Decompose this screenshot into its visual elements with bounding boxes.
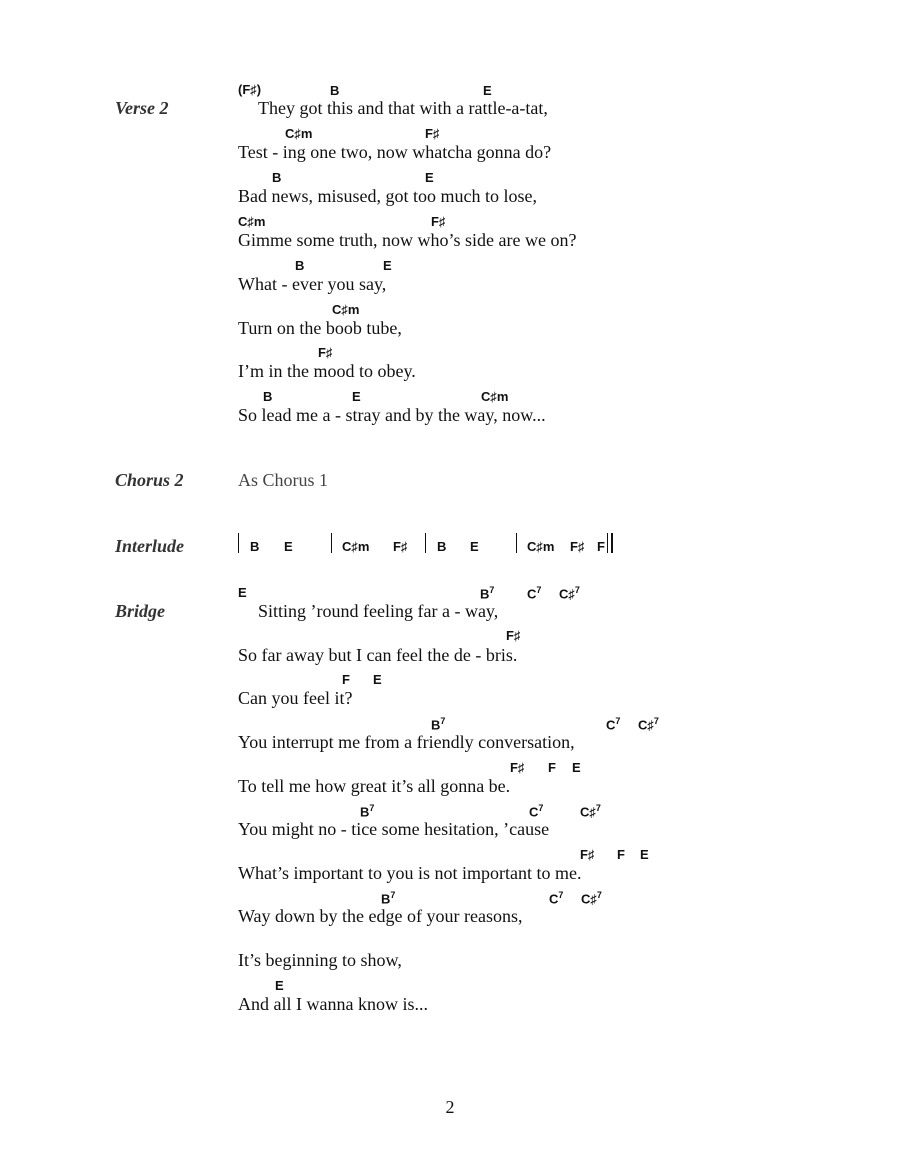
lyric-line: What’s important to you is not important to me. (238, 863, 582, 883)
chorus-reference: As Chorus 1 (238, 470, 329, 490)
chord: F (597, 539, 605, 554)
chord: $B^7$ (480, 585, 495, 602)
chord: E (383, 258, 392, 273)
chord: F♯ (510, 760, 525, 775)
bar-line (516, 533, 517, 553)
chord: F (342, 672, 350, 687)
lyric-line: Bad news, misused, got too much to lose, (238, 186, 537, 206)
section-label-interlude: Interlude (115, 536, 185, 556)
chord: C♯m (527, 539, 555, 554)
chord: E (483, 83, 492, 98)
bar-line (238, 533, 239, 553)
lyric-line: It’s beginning to show, (238, 950, 402, 970)
chord: C♯m (238, 214, 266, 229)
chord: C♯$^7$ (559, 585, 580, 602)
chord: E (640, 847, 649, 862)
lyric-line: Test - ing one two, now whatcha gonna do? (238, 142, 552, 162)
chord: C♯m (342, 539, 370, 554)
lyric-line: You might no - tice some hesitation, ’cause (238, 819, 550, 839)
chord: E (425, 170, 434, 185)
chord: B (263, 389, 273, 404)
chord: E (470, 539, 479, 554)
lyric-line: I’m in the mood to obey. (238, 361, 416, 381)
lyric-line: They got this and that with a rattle-a-tat, (258, 98, 548, 118)
chord: $C^7$ (527, 585, 542, 602)
lyric-line: What - ever you say, (238, 274, 387, 294)
chord: F♯ (425, 126, 440, 141)
final-bar-line (611, 533, 613, 553)
chord: E (352, 389, 361, 404)
chord: C♯m (332, 302, 360, 317)
lyric-line: You interrupt me from a friendly conversation, (238, 732, 575, 752)
chord: B (437, 539, 447, 554)
lyric-line: So far away but I can feel the de - bris. (238, 645, 518, 665)
chord: $C^7$ (529, 803, 544, 820)
lyric-line: Way down by the edge of your reasons, (238, 906, 523, 926)
lyric-line: So lead me a - stray and by the way, now... (238, 405, 546, 425)
chord: F♯ (431, 214, 446, 229)
chord: C♯$^7$ (580, 803, 601, 820)
bar-line (425, 533, 426, 553)
chord: E (275, 978, 284, 993)
chord: C♯$^7$ (638, 716, 659, 733)
chord: C♯m (285, 126, 313, 141)
chord: $C^7$ (549, 890, 564, 907)
chord: B (250, 539, 260, 554)
chord: E (572, 760, 581, 775)
chord: F♯ (506, 628, 521, 643)
final-bar-line (607, 533, 608, 553)
chord: C♯$^7$ (581, 890, 602, 907)
chord: F♯ (318, 345, 333, 360)
lyric-line: Turn on the boob tube, (238, 318, 402, 338)
section-label-verse-2: Verse 2 (115, 98, 169, 118)
chord: B (295, 258, 305, 273)
section-label-chorus-2: Chorus 2 (115, 470, 184, 490)
chord: (F♯) (238, 82, 262, 97)
chord: F♯ (393, 539, 408, 554)
chord: F♯ (580, 847, 595, 862)
bar-line (331, 533, 332, 553)
lyric-line: Can you feel it? (238, 688, 353, 708)
chord: $B^7$ (381, 890, 396, 907)
chord: $B^7$ (431, 716, 446, 733)
chord: $B^7$ (360, 803, 375, 820)
chord: F (617, 847, 625, 862)
chord: E (373, 672, 382, 687)
chord: $C^7$ (606, 716, 621, 733)
chord: E (284, 539, 293, 554)
chord: F♯ (570, 539, 585, 554)
chord: F (548, 760, 556, 775)
lyric-line: To tell me how great it’s all gonna be. (238, 776, 511, 796)
lyric-line: And all I wanna know is... (238, 994, 428, 1014)
lyric-line: Sitting ’round feeling far a - way, (258, 601, 499, 621)
page-number: 2 (445, 1097, 455, 1117)
chord: E (238, 585, 247, 600)
chord: C♯m (481, 389, 509, 404)
lyric-line: Gimme some truth, now who’s side are we on? (238, 230, 577, 250)
section-label-bridge: Bridge (115, 601, 166, 621)
chord: B (272, 170, 282, 185)
chord: B (330, 83, 340, 98)
